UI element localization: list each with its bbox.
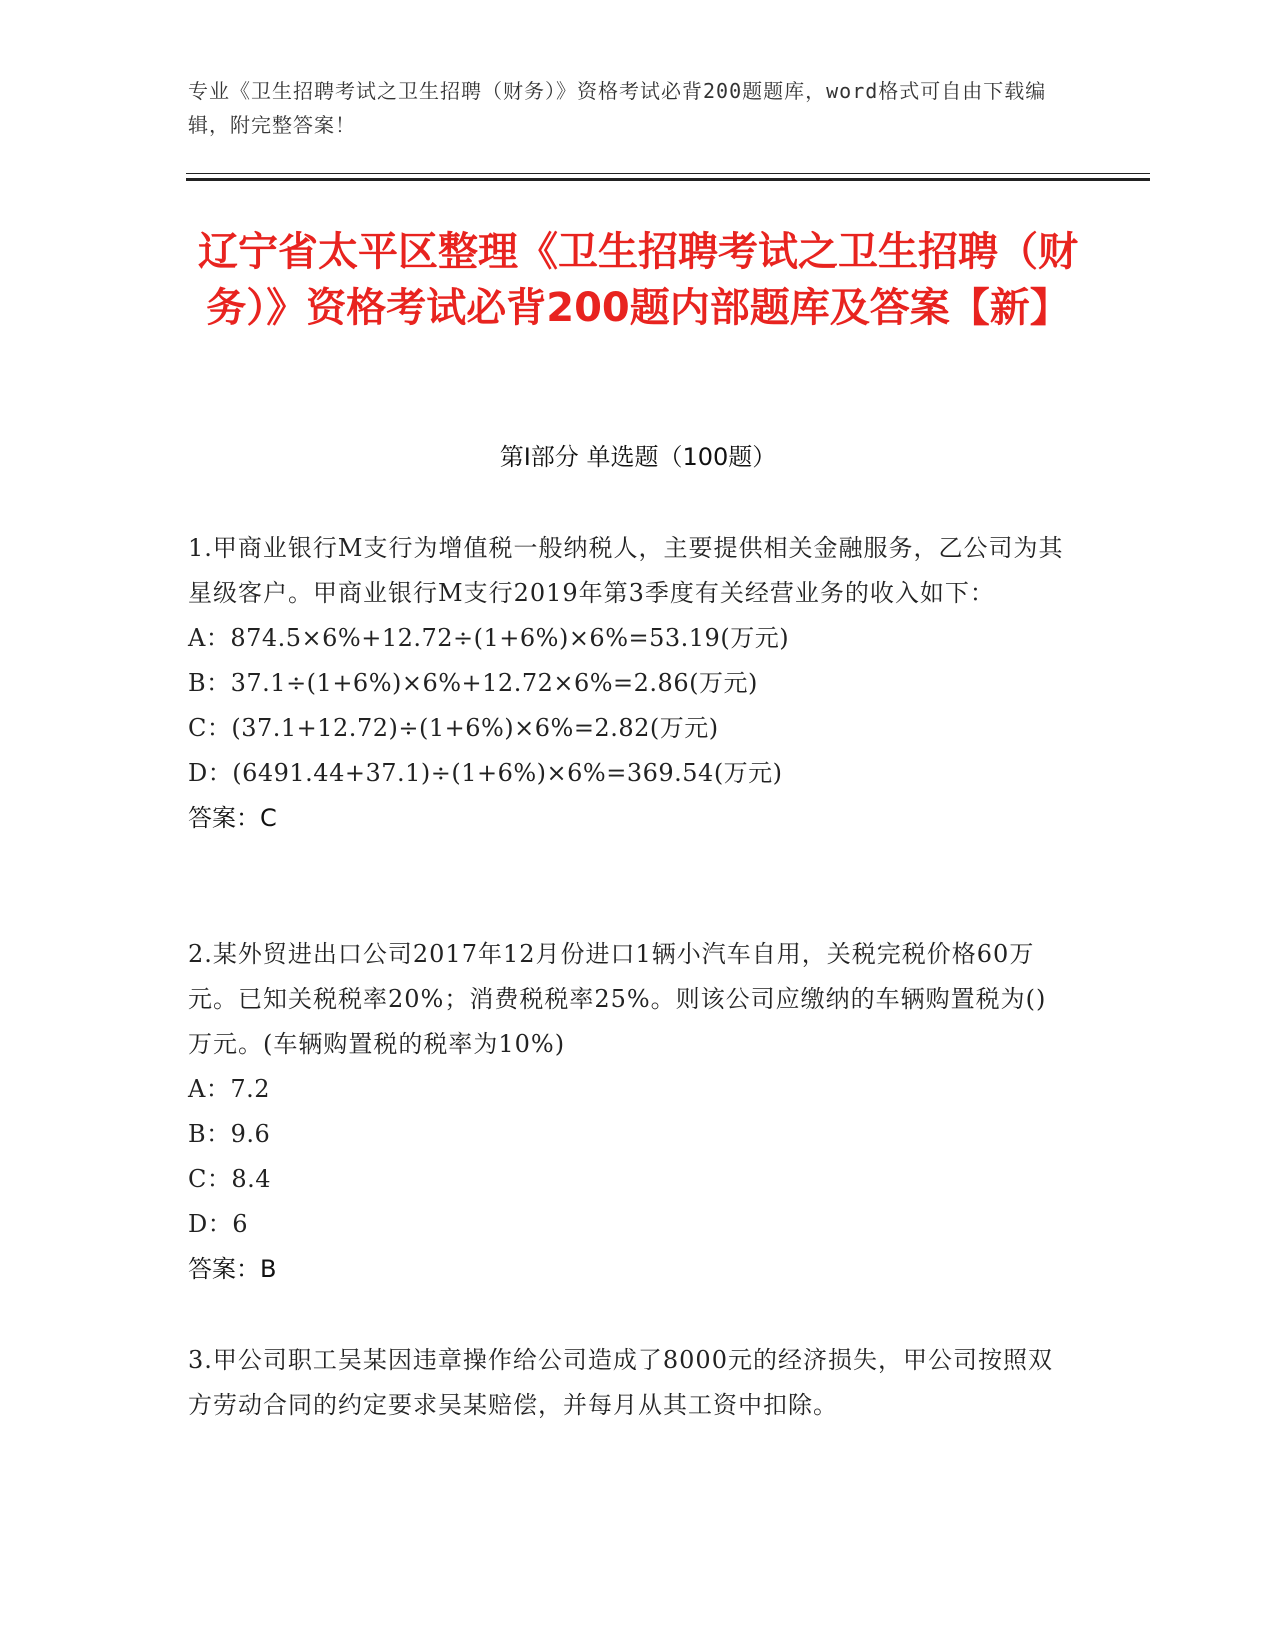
- option-c: C：(37.1+12.72)÷(1+6%)×6%=2.82(万元): [188, 714, 719, 742]
- option-d: D：6: [188, 1210, 249, 1238]
- document-title: 辽宁省太平区整理《卫生招聘考试之卫生招聘（财务）》资格考试必背200题内部题库及答案【新】: [198, 229, 1078, 331]
- answer: 答案：C: [188, 804, 277, 832]
- option-c: C：8.4: [188, 1165, 272, 1193]
- option-a: A：874.5×6%+12.72÷(1+6%)×6%=53.19(万元): [188, 624, 790, 652]
- option-a: A：7.2: [188, 1075, 270, 1103]
- header-note: 专业《卫生招聘考试之卫生招聘（财务）》资格考试必背200题题库，word格式可自由下载编辑，附完整答案！: [188, 79, 1047, 137]
- question-stem: 3.甲公司职工吴某因违章操作给公司造成了8000元的经济损失，甲公司按照双方劳动合同的约定要求吴某赔偿，并每月从其工资中扣除。: [188, 1346, 1053, 1419]
- answer: 答案：B: [188, 1255, 277, 1283]
- question-1: [188, 526, 1068, 841]
- header-divider-thick: [186, 178, 1150, 181]
- question-3: [188, 1338, 1068, 1428]
- question-stem: 2.某外贸进出口公司2017年12月份进口1辆小汽车自用，关税完税价格60万元。已知关税税率20%；消费税税率25%。则该公司应缴纳的车辆购置税为()万元。(车辆购置税的税率为10%): [188, 940, 1047, 1058]
- option-b: B：9.6: [188, 1120, 271, 1148]
- option-d: D：(6491.44+37.1)÷(1+6%)×6%=369.54(万元): [188, 759, 783, 787]
- section-heading: 第I部分 单选题（100题）: [499, 443, 777, 471]
- option-b: B：37.1÷(1+6%)×6%+12.72×6%=2.86(万元): [188, 669, 758, 697]
- question-stem: 1.甲商业银行M支行为增值税一般纳税人，主要提供相关金融服务，乙公司为其星级客户。甲商业银行M支行2019年第3季度有关经营业务的收入如下：: [188, 534, 1064, 607]
- header-divider-thin: [186, 173, 1150, 174]
- question-2: [188, 932, 1068, 1292]
